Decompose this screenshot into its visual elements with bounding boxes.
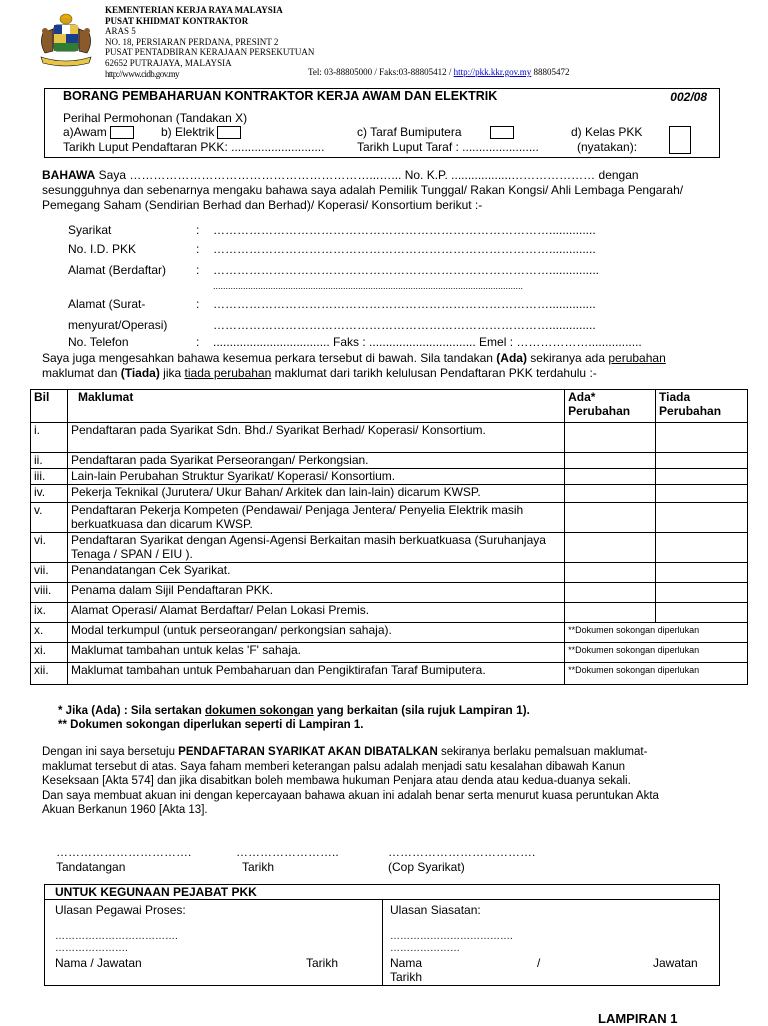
- bahawa-word: BAHAWA: [42, 168, 96, 182]
- field-label-alamat-surat: Alamat (Surat-: [68, 297, 146, 311]
- row-maklumat: Maklumat tambahan untuk kelas 'F' sahaja.: [67, 643, 564, 663]
- row-bil: xii.: [31, 663, 68, 685]
- nama-jawatan-label: Nama / Jawatan: [55, 956, 142, 970]
- agree-line: maklumat tersebut di atas. Saya faham memberi keterangan palsu adalah menjadi satu kesalahan dibawah Kanun: [42, 760, 626, 773]
- colon: :: [196, 223, 200, 237]
- dokumen-sokongan-note: **Dokumen sokongan diperlukan: [565, 643, 748, 663]
- changes-table: [30, 389, 748, 685]
- nyatakan-label: (nyatakan):: [577, 140, 638, 154]
- checkbox-bumiputera[interactable]: [490, 126, 514, 139]
- row-maklumat: Pendaftaran Pekerja Kompeten (Pendawai/ Penjaga Jentera/ Penyelia Elektrik masih berkuatkuasa dan dicarum KWSP.: [67, 503, 564, 533]
- row-bil: viii.: [31, 583, 68, 603]
- ministry-name: KEMENTERIAN KERJA RAYA MALAYSIA: [105, 5, 283, 15]
- lampiran-ref: Lampiran 1: [458, 703, 523, 717]
- agree-text: Dengan ini saya bersetuju: [42, 746, 179, 758]
- confirmation-paragraph: [42, 351, 722, 381]
- signature-dots[interactable]: …………………………….: [56, 845, 192, 859]
- tiada-perubahan-word: tiada perubahan: [184, 366, 272, 380]
- malaysia-crest-logo: [35, 13, 97, 69]
- tandatangan-label: Tandatangan: [56, 860, 126, 874]
- option-kelas-pkk-label: d) Kelas PKK: [571, 125, 643, 139]
- tiada-word: (Tiada): [120, 366, 160, 380]
- tiada-perubahan-cell[interactable]: [656, 533, 748, 563]
- agree-line: Dan saya membuat akuan ini dengan kepercayaan bahawa akuan ini adalah benar serta menurut kuasa peruntukan Akta: [42, 789, 659, 802]
- nama-siasatan-dots[interactable]: …………………: [390, 943, 460, 954]
- date-dots[interactable]: ……………………..: [236, 845, 339, 859]
- table-row: [31, 453, 748, 469]
- ada-word: (Ada): [496, 351, 527, 365]
- table-row: [31, 485, 748, 503]
- tiada-perubahan-cell[interactable]: [656, 423, 748, 453]
- ada-perubahan-cell[interactable]: [565, 423, 656, 453]
- tarikh-right-label: Tarikh: [390, 970, 423, 984]
- row-maklumat: Penama dalam Sijil Pendaftaran PKK.: [67, 583, 564, 603]
- tarikh-luput-pkk: Tarikh Luput Pendaftaran PKK: ............................: [63, 140, 325, 154]
- slash: /: [537, 956, 541, 970]
- table-row: [31, 663, 748, 685]
- table-row: [31, 583, 748, 603]
- declaration-line-1: Saya ……………………………………………………...…... No. K.P. ..................………………… dengan: [95, 168, 639, 182]
- application-type-box: [44, 88, 720, 158]
- website-line: http://www.cidb.gov.my: [105, 68, 179, 79]
- option-bumiputera-label: c) Taraf Bumiputera: [357, 125, 462, 139]
- ada-perubahan-cell[interactable]: [565, 603, 656, 623]
- row-bil: xi.: [31, 643, 68, 663]
- row-maklumat: Alamat Operasi/ Alamat Berdaftar/ Pelan Lokasi Premis.: [67, 603, 564, 623]
- lampiran-heading: LAMPIRAN 1: [598, 1011, 678, 1026]
- row-bil: vi.: [31, 533, 68, 563]
- tiada-perubahan-cell[interactable]: [656, 469, 748, 485]
- table-row: [31, 623, 748, 643]
- colon: :: [196, 335, 200, 349]
- agree-bold: PENDAFTARAN SYARIKAT AKAN DIBATALKAN: [178, 746, 438, 758]
- header-ada-perubahan: Ada* Perubahan: [565, 390, 656, 423]
- tiada-perubahan-cell[interactable]: [656, 485, 748, 503]
- table-row: [31, 503, 748, 533]
- field-label-alamat-berdaftar: Alamat (Berdaftar): [68, 263, 167, 277]
- agreement-paragraph: [42, 745, 722, 818]
- tiada-perubahan-cell[interactable]: [656, 503, 748, 533]
- tiada-perubahan-cell[interactable]: [656, 563, 748, 583]
- checkbox-elektrik[interactable]: [217, 126, 241, 139]
- cop-syarikat-label: (Cop Syarikat): [388, 860, 465, 874]
- table-notes: [58, 703, 530, 732]
- option-elektrik: [161, 125, 241, 139]
- dokumen-sokongan-note: **Dokumen sokongan diperlukan: [565, 663, 748, 685]
- field-alamat-surat[interactable]: …………………………………………………………………………..............: [213, 297, 596, 311]
- field-syarikat[interactable]: …………………………………………………………………………..............: [213, 223, 596, 237]
- field-id-pkk[interactable]: …………………………………………………………………………..............: [213, 242, 596, 256]
- ulasan-proses-label: Ulasan Pegawai Proses:: [55, 903, 186, 917]
- perubahan-word: perubahan: [608, 351, 666, 365]
- row-bil: ix.: [31, 603, 68, 623]
- row-bil: ii.: [31, 453, 68, 469]
- option-awam-label: a)Awam: [63, 125, 107, 139]
- tarikh-left-label: Tarikh: [306, 956, 339, 970]
- table-header-row: [31, 390, 748, 423]
- row-bil: iii.: [31, 469, 68, 485]
- field-label-syarikat: Syarikat: [68, 223, 112, 237]
- agree-line: Keseksaan [Akta 574] dan jika disabitkan boleh membawa hukuman Penjara atau denda atau kedua-duanya sekali.: [42, 775, 631, 787]
- table-row: [31, 469, 748, 485]
- form-title: BORANG PEMBAHARUAN KONTRAKTOR KERJA AWAM DAN ELEKTRIK: [63, 89, 498, 103]
- agree-line: Akuan Berkanun 1960 [Akta 13].: [42, 804, 208, 816]
- field-label-telefon: No. Telefon: [68, 335, 129, 349]
- office-use-box: [44, 884, 720, 986]
- pkk-website-link[interactable]: http://pkk.kkr.gov.my: [453, 67, 532, 77]
- office-divider: [382, 900, 383, 985]
- ulasan-proses-dots[interactable]: ……………………………….: [55, 931, 178, 942]
- ada-perubahan-cell[interactable]: [565, 533, 656, 563]
- ulasan-siasatan-dots[interactable]: ……………………………….: [390, 931, 513, 942]
- ada-perubahan-cell[interactable]: [565, 583, 656, 603]
- ada-perubahan-cell[interactable]: [565, 469, 656, 485]
- note-2: ** Dokumen sokongan diperlukan seperti di Lampiran 1.: [58, 719, 364, 731]
- ada-perubahan-cell[interactable]: [565, 453, 656, 469]
- nama-proses-dots[interactable]: ………………….: [55, 943, 128, 954]
- field-label-alamat-operasi: menyurat/Operasi): [68, 318, 168, 332]
- nama-right-label: Nama: [390, 956, 423, 970]
- colon: :: [196, 263, 200, 277]
- ulasan-siasatan-label: Ulasan Siasatan:: [390, 903, 481, 917]
- table-row: [31, 563, 748, 583]
- field-label-id-pkk: No. I.D. PKK: [68, 242, 137, 256]
- row-maklumat: Lain-lain Perubahan Struktur Syarikat/ Koperasi/ Konsortium.: [67, 469, 564, 485]
- address-line: ARAS 5: [105, 26, 136, 37]
- address-line: 62652 PUTRAJAYA, MALAYSIA: [105, 57, 232, 68]
- row-maklumat: Maklumat tambahan untuk Pembaharuan dan Pengiktirafan Taraf Bumiputera.: [67, 663, 564, 685]
- dokumen-sokongan-note: **Dokumen sokongan diperlukan: [565, 623, 748, 643]
- department-name: PUSAT KHIDMAT KONTRAKTOR: [105, 15, 249, 26]
- row-bil: vii.: [31, 563, 68, 583]
- option-bumiputera: [357, 125, 514, 139]
- header-bil: Bil: [31, 390, 68, 423]
- letterhead: [35, 5, 735, 85]
- cop-dots[interactable]: ……………………………….: [388, 845, 536, 859]
- form-code: 002/08: [670, 90, 707, 104]
- ada-perubahan-cell[interactable]: [565, 563, 656, 583]
- row-maklumat: Pendaftaran pada Syarikat Perseorangan/ Perkongsian.: [67, 453, 564, 469]
- note-1-underlined: dokumen sokongan: [205, 705, 314, 717]
- field-telefon-faks-emel[interactable]: ................................... Faks : ................................ Emel : ………………................: [213, 335, 642, 349]
- address-line: PUSAT PENTADBIRAN KERAJAAN PERSEKUTUAN: [105, 47, 315, 58]
- agree-text: sekiranya berlaku pemalsuan maklumat-: [437, 746, 648, 758]
- table-row: [31, 423, 748, 453]
- ministry-address: [105, 5, 314, 79]
- header-tiada-perubahan: Tiada Perubahan: [656, 390, 748, 423]
- row-maklumat: Pendaftaran Syarikat dengan Agensi-Agensi Berkaitan masih berkuatkuasa (Suruhanjaya Tenaga / SPAN / EIU ).: [67, 533, 564, 563]
- tarikh-luput-taraf: Tarikh Luput Taraf : .......................: [357, 140, 539, 154]
- declaration-line-3: Pemegang Saham (Sendirian Berhad dan Berhad)/ Koperasi/ Konsortium berikut :-: [42, 198, 483, 212]
- ada-perubahan-cell[interactable]: [565, 503, 656, 533]
- declaration-paragraph: [42, 168, 722, 213]
- jawatan-right-label: Jawatan: [653, 956, 698, 970]
- row-maklumat: Pendaftaran pada Syarikat Sdn. Bhd./ Syarikat Berhad/ Koperasi/ Konsortium.: [67, 423, 564, 453]
- table-row: [31, 643, 748, 663]
- confirm-text: maklumat dan: [42, 366, 121, 380]
- row-bil: i.: [31, 423, 68, 453]
- checkbox-kelas-pkk[interactable]: [669, 126, 691, 154]
- tarikh-label: Tarikh: [242, 860, 275, 874]
- table-row: [31, 603, 748, 623]
- option-elektrik-label: b) Elektrik: [161, 125, 215, 139]
- declaration-line-2: sesungguhnya dan sebenarnya mengaku bahawa saya adalah Pemilik Tunggal/ Rakan Kongsi/ Ahli Lembaga Pengarah/: [42, 183, 684, 197]
- confirm-text: jika: [159, 366, 185, 380]
- option-awam: [63, 125, 134, 139]
- extra-number: 88805472: [531, 67, 570, 77]
- field-alamat-berdaftar-2[interactable]: ............................................................................................................................: [213, 281, 524, 291]
- confirm-text: sekiranya ada: [526, 351, 609, 365]
- note-1: * Jika (Ada) : Sila sertakan: [58, 705, 206, 717]
- note-1: ).: [522, 705, 530, 717]
- checkbox-awam[interactable]: [110, 126, 134, 139]
- tel-fax: Tel: 03-88805000 / Faks:03-88805412 /: [308, 67, 454, 77]
- row-maklumat: Pekerja Teknikal (Jurutera/ Ukur Bahan/ Arkitek dan lain-lain) dicarum KWSP.: [67, 485, 564, 503]
- office-use-title: UNTUK KEGUNAAN PEJABAT PKK: [45, 885, 719, 900]
- table-row: [31, 533, 748, 563]
- row-bil: x.: [31, 623, 68, 643]
- colon: :: [196, 242, 200, 256]
- field-alamat-berdaftar[interactable]: …………………………………………………………………………...............: [213, 263, 600, 277]
- contact-line: [308, 67, 570, 77]
- colon: :: [196, 297, 200, 311]
- address-line: NO. 18, PERSIARAN PERDANA, PRESINT 2: [105, 36, 279, 47]
- note-1: yang berkaitan (sila rujuk: [313, 705, 459, 717]
- tiada-perubahan-cell[interactable]: [656, 603, 748, 623]
- perihal-label: Perihal Permohonan (Tandakan X): [63, 111, 248, 125]
- confirm-text: Saya juga mengesahkan bahawa kesemua perkara tersebut di bawah. Sila tandakan: [42, 351, 497, 365]
- header-maklumat: Maklumat: [67, 390, 564, 423]
- tiada-perubahan-cell[interactable]: [656, 453, 748, 469]
- confirm-text: maklumat dari tarikh kelulusan Pendaftaran PKK terdahulu :-: [271, 366, 597, 380]
- row-maklumat: Penandatangan Cek Syarikat.: [67, 563, 564, 583]
- field-alamat-operasi[interactable]: …………………………………………………………………………..............: [213, 318, 596, 332]
- row-bil: iv.: [31, 485, 68, 503]
- ada-perubahan-cell[interactable]: [565, 485, 656, 503]
- row-maklumat: Modal terkumpul (untuk perseorangan/ perkongsian sahaja).: [67, 623, 564, 643]
- tiada-perubahan-cell[interactable]: [656, 583, 748, 603]
- row-bil: v.: [31, 503, 68, 533]
